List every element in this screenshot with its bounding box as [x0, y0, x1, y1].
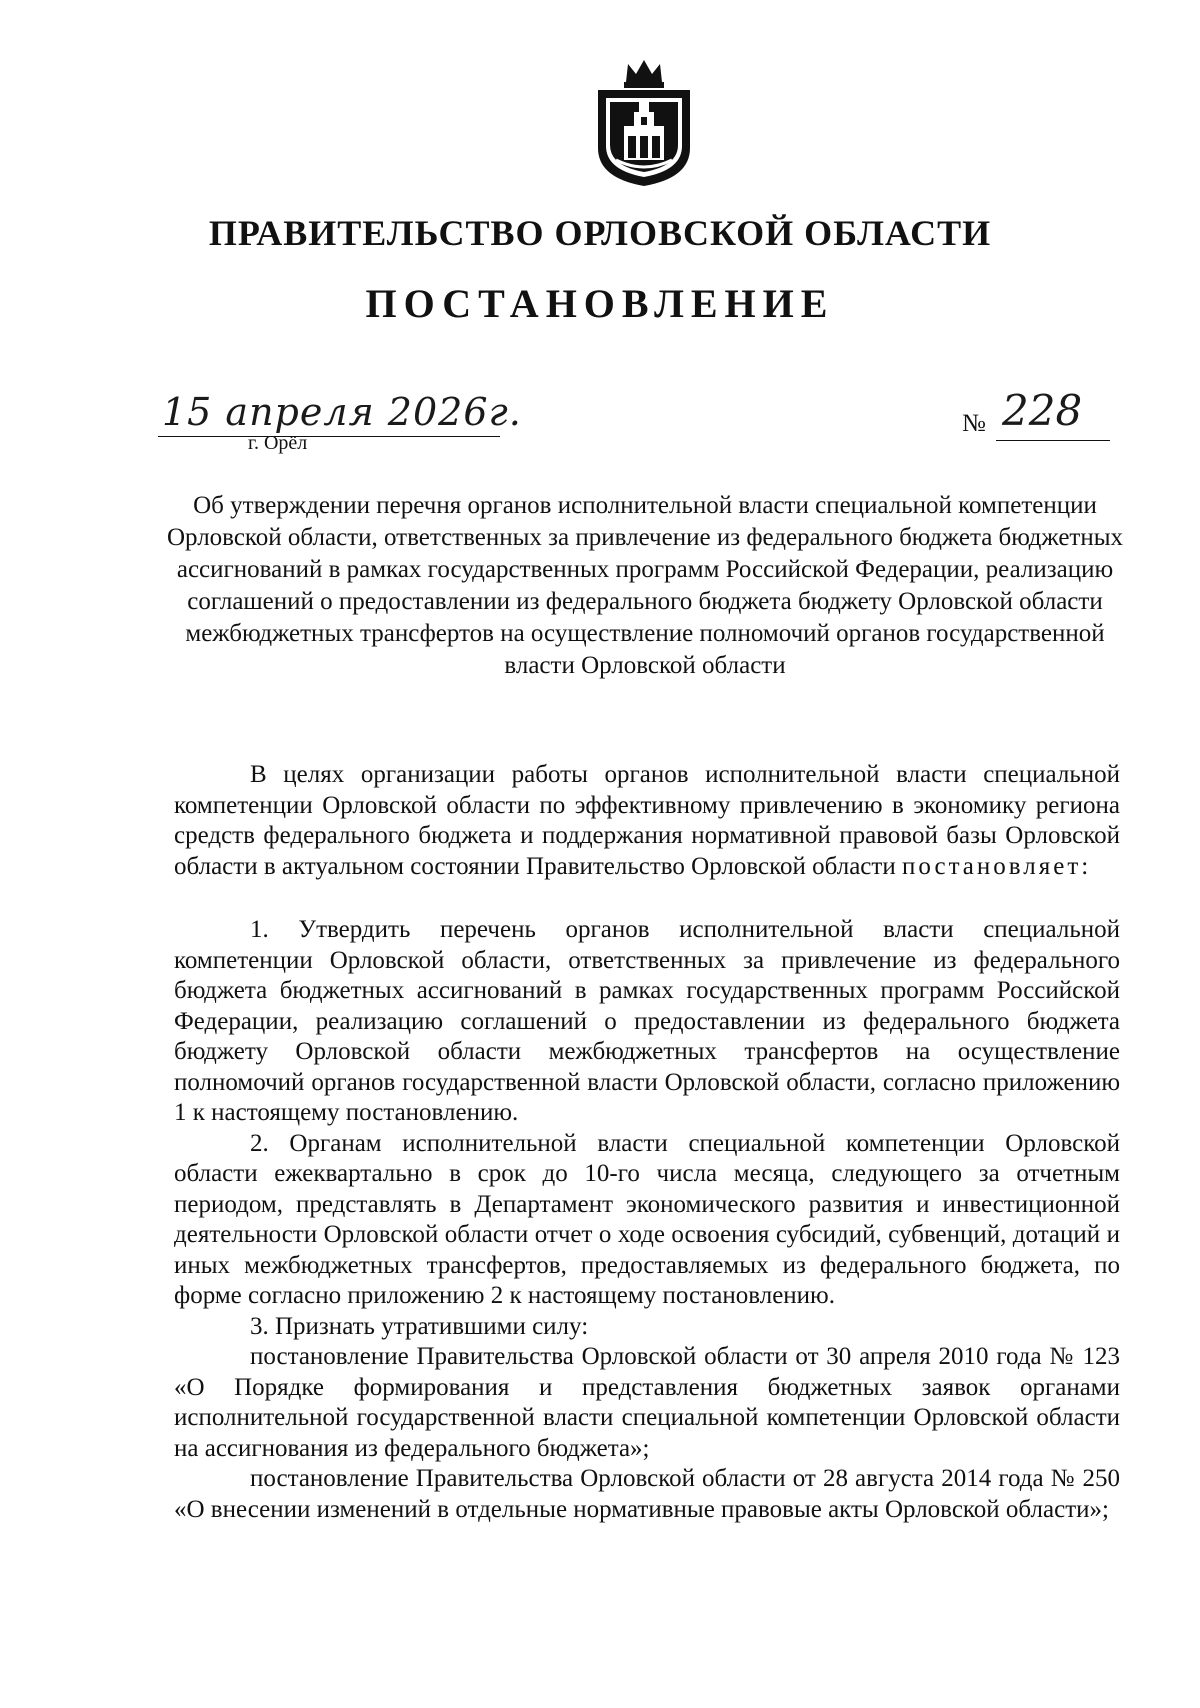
preamble-text: В целях организации работы органов исполнительной власти специальной компетенции Орловской области по эффективному привлечению в экономику региона средств федерального бюджета и поддержания нормативной правовой базы Орловской области в актуальном состоянии Правительство Орловской области: [174, 761, 1120, 880]
repealed-act-1: постановление Правительства Орловской области от 30 апреля 2010 года № 123 «О Порядке формирования и представления бюджетных заявок органами исполнительной государственной власти специальной компетенции Орловской области на ассигнования из федерального бюджета»;: [174, 1343, 1120, 1462]
number-underline: [996, 440, 1110, 441]
number-label: №: [962, 410, 986, 437]
resolves-word: постановляет:: [901, 852, 1092, 880]
document-subject: Об утверждении перечня органов исполнительной власти специальной компетенции Орловской области, ответственных за привлечение из федерального бюджета бюджетных ассигнований в рамках государственных программ Российской Федерации, реализацию соглашений о предоставлении из федерального бюджета бюджету Орловской области межбюджетных трансфертов на осуществление полномочий органов государственной власти Орловской области: [166, 492, 1124, 679]
preamble-paragraph: [174, 760, 1120, 882]
document-type-title: ПОСТАНОВЛЕНИЕ: [365, 281, 835, 326]
handwritten-number: 228: [1002, 386, 1083, 435]
coat-of-arms-icon: [594, 56, 694, 188]
clause-3: 3. Признать утратившими силу:: [250, 1312, 589, 1340]
date-underline: [158, 436, 500, 437]
city-label: г. Орёл: [248, 432, 308, 454]
organization-title: ПРАВИТЕЛЬСТВО ОРЛОВСКОЙ ОБЛАСТИ: [208, 213, 992, 253]
clause-2: 2. Органам исполнительной власти специальной компетенции Орловской области ежеквартально в срок до 10-го числа месяца, следующего за отчетным периодом, представлять в Департамент экономического развития и инвестиционной деятельности Орловской области отчет о ходе освоения субсидий, субвенций, дотаций и иных межбюджетных трансфертов, предоставляемых из федерального бюджета, по форме согласно приложению 2 к настоящему постановлению.: [174, 1129, 1120, 1309]
repealed-act-2: постановление Правительства Орловской области от 28 августа 2014 года № 250 «О внесении изменений в отдельные нормативные правовые акты Орловской области»;: [174, 1465, 1120, 1523]
document-body: [174, 760, 1120, 1525]
handwritten-date: 15 апреля 2026г.: [162, 390, 522, 434]
clause-1: 1. Утвердить перечень органов исполнительной власти специальной компетенции Орловской области, ответственных за привлечение из федерального бюджета бюджетных ассигнований в рамках государственных программ Российской Федерации, реализацию соглашений о предоставлении из федерального бюджета бюджету Орловской области межбюджетных трансфертов на осуществление полномочий органов государственной власти Орловской области, согласно приложению 1 к настоящему постановлению.: [174, 916, 1120, 1126]
